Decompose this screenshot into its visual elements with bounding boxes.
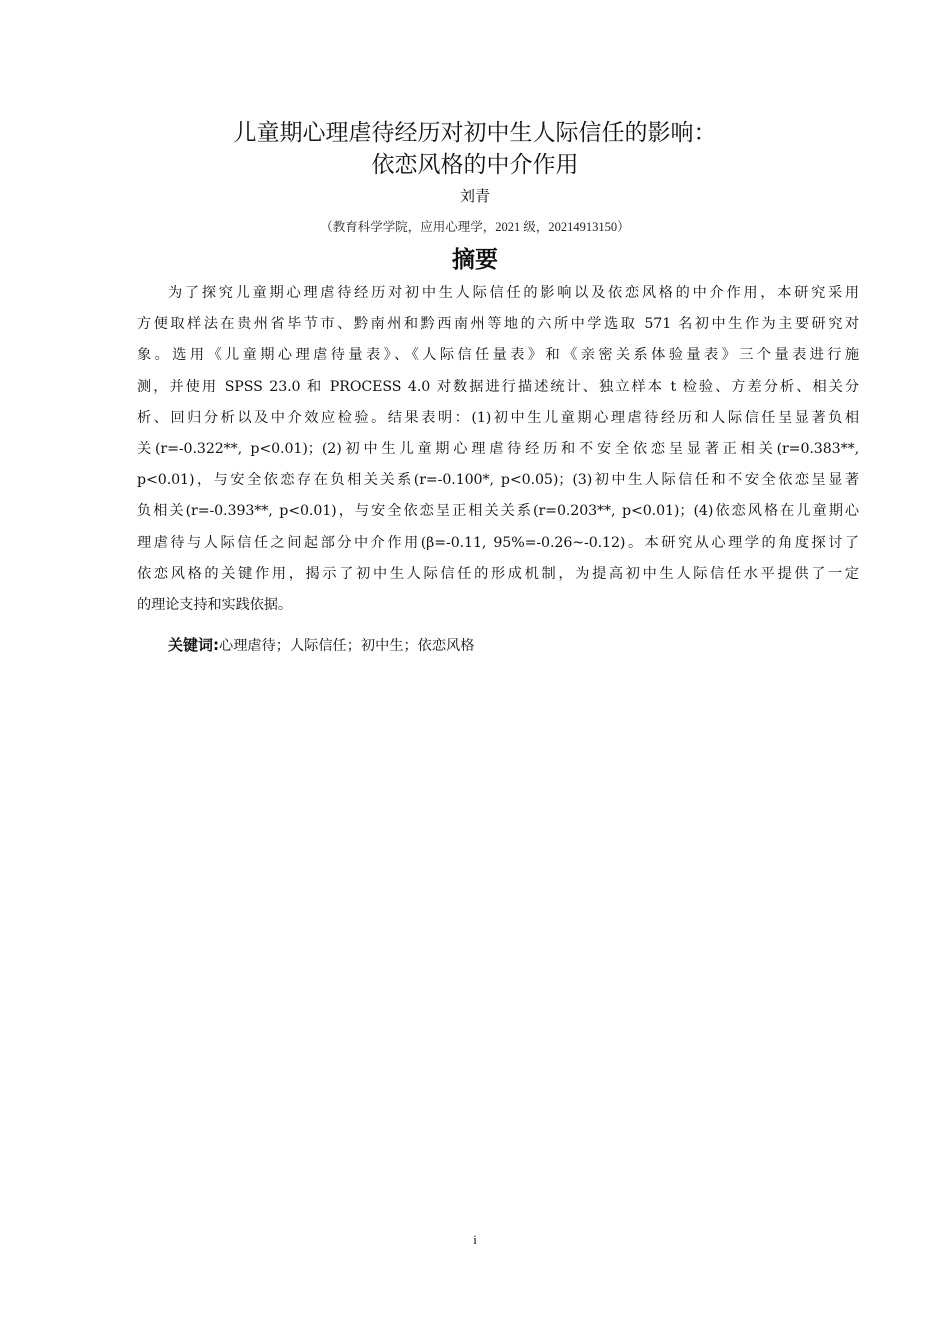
paper-title-line-2: 依恋风格的中介作用	[371, 152, 579, 178]
keywords-label: 关键词:	[168, 636, 219, 654]
abstract-line: 测，并使用 SPSS 23.0 和 PROCESS 4.0 对数据进行描述统计、独立样本 t 检验、方差分析、相关分	[137, 378, 859, 395]
abstract-line: 负相关(r=-0.393**, p<0.01)，与安全依恋呈正相关关系(r=0.203**, p<0.01)；(4)依恋风格在儿童期心	[137, 503, 859, 520]
abstract-line: 析、回归分析以及中介效应检验。结果表明：(1)初中生儿童期心理虐待经历和人际信任呈显著负相	[137, 409, 859, 426]
abstract-line: p<0.01)，与安全依恋存在负相关关系(r=-0.100*, p<0.05)；(3)初中生人际信任和不安全依恋呈显著	[137, 472, 859, 489]
abstract-body	[137, 278, 859, 621]
abstract-line: 象。选用《儿童期心理虐待量表》、《人际信任量表》和《亲密关系体验量表》三个量表进行施	[137, 347, 859, 364]
page-number: i	[473, 1232, 477, 1247]
abstract-line: 为了探究儿童期心理虐待经历对初中生人际信任的影响以及依恋风格的中介作用，本研究采用	[168, 285, 859, 301]
abstract-line: 方便取样法在贵州省毕节市、黔南州和黔西南州等地的六所中学选取 571 名初中生作为主要研究对	[137, 316, 859, 333]
abstract-line: 理虐待与人际信任之间起部分中介作用(β=-0.11, 95%=-0.26~-0.12)。本研究从心理学的角度探讨了	[137, 534, 859, 551]
abstract-line: 的理论支持和实践依据。	[137, 597, 292, 614]
author-affiliation: （教育科学学院，应用心理学，2021 级，20214913150）	[320, 220, 630, 234]
author-name: 刘青	[459, 187, 490, 205]
abstract-heading: 摘要	[452, 247, 498, 273]
abstract-line: 关(r=-0.322**, p<0.01)；(2)初中生儿童期心理虐待经历和不安全依恋呈显著正相关(r=0.383**,	[137, 441, 859, 458]
abstract-line: 依恋风格的关键作用，揭示了初中生人际信任的形成机制，为提高初中生人际信任水平提供了一定	[137, 565, 859, 582]
keywords	[168, 632, 858, 659]
paper-title-line-1: 儿童期心理虐待经历对初中生人际信任的影响：	[233, 120, 717, 146]
keywords-value: 心理虐待；人际信任；初中生；依恋风格	[219, 638, 475, 654]
